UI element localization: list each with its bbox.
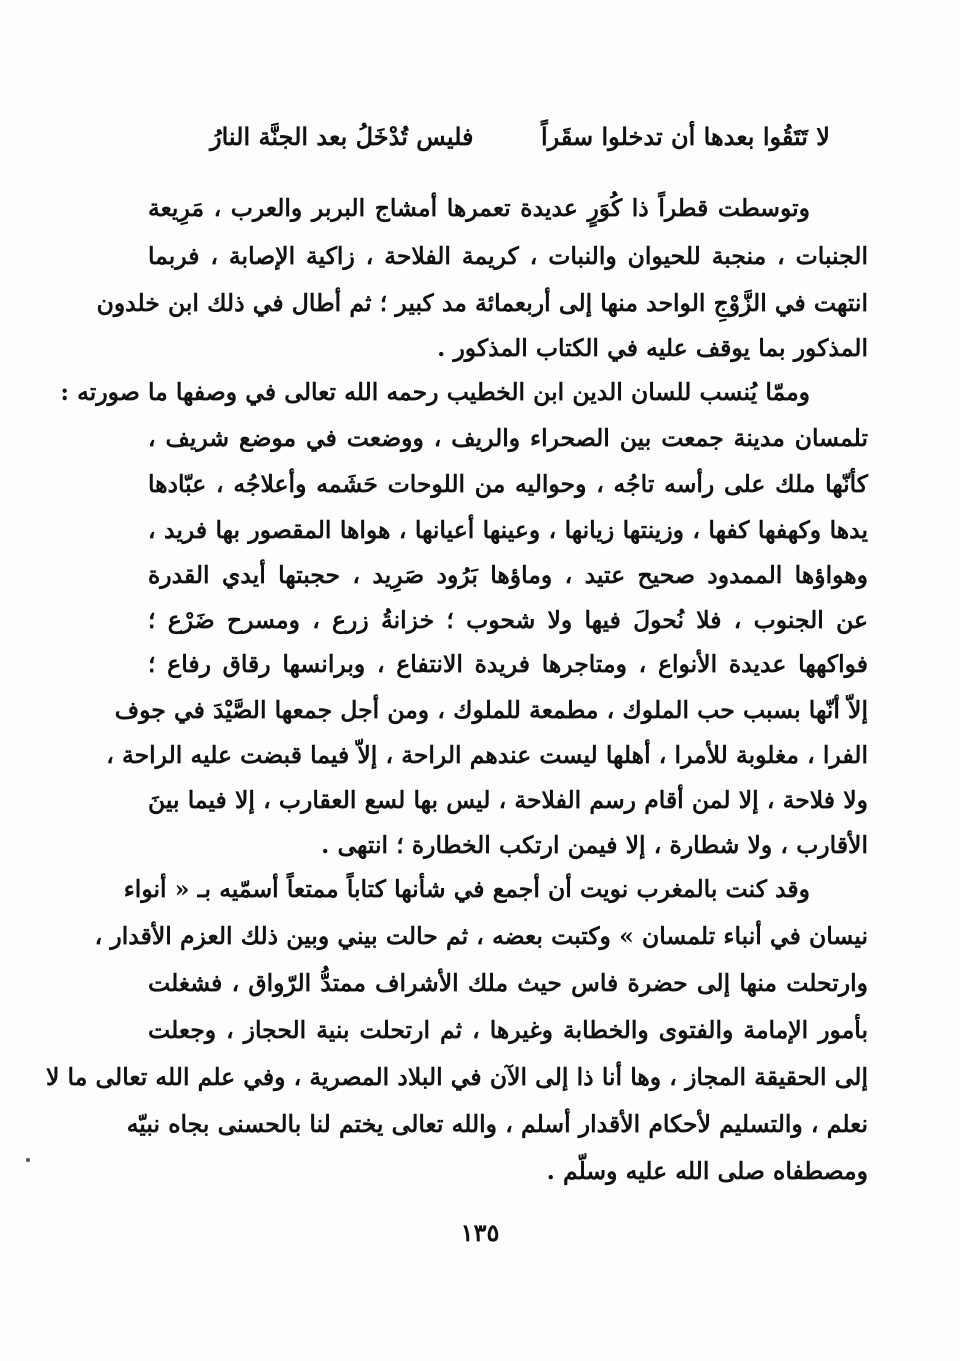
text-line: وتوسطت قطراً ذا كُوَرٍ عديدة تعمرها أمشاج البربر والعرب ، مَرِيعة: [148, 194, 810, 222]
poem-verse: [160, 118, 860, 158]
text-line: نيسان في أنباء تلمسان » وكتبت بعضه ، ثم حالت بيني وبين ذلك العزم الأقدار ،: [94, 922, 868, 950]
text-line: الفرا ، مغلوبة للأمرا ، أهلها ليست عندهم الراحة ، إلاّ فيما قبضت عليه الراحة ،: [106, 741, 868, 769]
verse-first-hemistich: لا تَتَقُوا بعدها أن تدخلوا سقَراً: [541, 122, 830, 151]
text-line: ومصطفاه صلى الله عليه وسلّم .: [546, 1157, 868, 1185]
text-line: المذكور بما يوقف عليه في الكتاب المذكور .: [437, 334, 868, 362]
text-line: وممّا يُنسب للسان الدين ابن الخطيب رحمه الله تعالى في وصفها ما صورته :: [60, 378, 810, 406]
text-line: كأنّها ملك على رأسه تاجُه ، وحواليه من اللوحات حَشَمه وأعلاجُه ، عبّادها: [148, 470, 868, 498]
page-number: ١٣٥: [460, 1218, 500, 1247]
text-line: فواكهها عديدة الأنواع ، ومتاجرها فريدة الانتفاع ، وبرانسها رقاق رفاع ؛: [148, 650, 868, 678]
text-line: الجنبات ، منجبة للحيوان والنبات ، كريمة الفلاحة ، زاكية الإصابة ، فربما: [148, 242, 868, 270]
text-line: وارتحلت منها إلى حضرة فاس حيث ملك الأشراف ممتدُّ الرّواق ، فشغلت: [148, 969, 868, 997]
text-line: تلمسان مدينة جمعت بين الصحراء والريف ، ووضعت في موضع شريف ،: [148, 424, 868, 452]
text-line: عن الجنوب ، فلا نُحولَ فيها ولا شحوب ؛ خزانةُ زرع ، ومسرح ضَرْع ؛: [148, 606, 868, 634]
text-line: وقد كنت بالمغرب نويت أن أجمع في شأنها كتاباً ممتعاً أسمّيه بـ « أنواء: [123, 875, 810, 903]
text-line: انتهت في الزَّوْجِ الواحد منها إلى أربعمائة مد كبير ؛ ثم أطال في ذلك ابن خلدون: [96, 289, 868, 317]
verse-second-hemistich: فليس تُدْخَلُ بعد الجنَّة النارُ: [210, 122, 474, 151]
text-line: وهواؤها الممدود صحيح عتيد ، وماؤها بَرُود صَرِيد ، حجبتها أيدي القدرة: [148, 561, 868, 589]
text-line: يدها وكهفها كفها ، وزينتها زيانها ، وعينها أعيانها ، هواها المقصور بها فريد ،: [148, 516, 868, 544]
scan-speck: [26, 1158, 30, 1162]
text-line: الأقارب ، ولا شطارة ، إلا فيمن ارتكب الخطارة ؛ انتهى .: [321, 831, 868, 859]
text-line: نعلم ، والتسليم لأحكام الأقدار أسلم ، والله تعالى يختم لنا بالحسنى بجاه نبيّه: [126, 1110, 868, 1138]
text-line: بأمور الإمامة والفتوى والخطابة وغيرها ، ثم ارتحلت بنية الحجاز ، وجعلت: [148, 1016, 868, 1044]
text-line: إلى الحقيقة المجاز ، وها أنا ذا إلى الآن في البلاد المصرية ، وفي علم الله تعالى ما لا: [45, 1063, 868, 1091]
text-line: ولا فلاحة ، إلا لمن أقام رسم الفلاحة ، ليس بها لسع العقارب ، إلا فيما بينَ: [148, 786, 868, 814]
text-line: إلاّ أنّها بسبب حب الملوك ، مطمعة للملوك ، ومن أجل جمعها الصَّيْدَ في جوف: [114, 696, 868, 724]
